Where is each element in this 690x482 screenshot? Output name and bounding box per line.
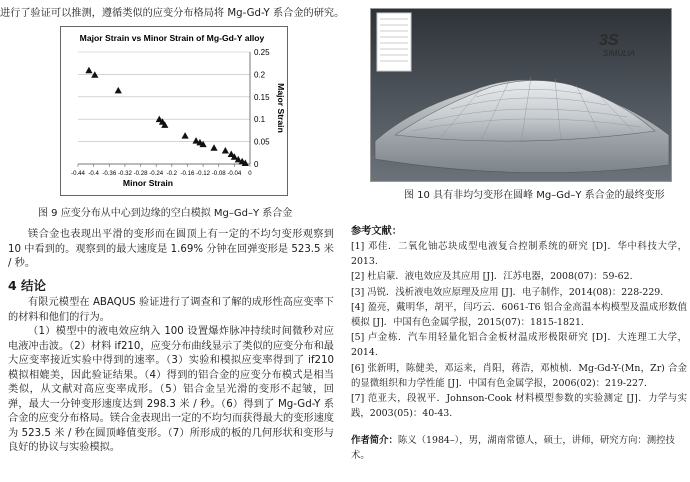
x-tick-label: -0.4 [88,170,99,177]
author-bio [351,433,687,463]
svg-text:3S: 3S [599,32,619,49]
x-tick-label: -0.08 [211,170,226,177]
reference-item: [4] 盈亮，戴明华，胡平，闫巧云．6061-T6 铝合金高温本构模型及温成形数值模拟 [J]．中国有色金属学报，2015(07)：1815-1821. [351,301,687,329]
reference-item: [7] 范亚夫，段祝平．Johnson-Cook 材料模型参数的实验测定 [J]．力学与实践，2003(05)：40-43. [351,393,687,420]
section-heading-conclusion: 4 结论 [8,278,47,293]
simulia-logo [599,32,635,58]
x-tick-label: -0.28 [133,170,148,177]
x-tick-label: -0.44 [71,170,85,177]
body-paragraph-1: 镁合金也表现出平滑的变形而在圆顶上有一定的不均匀变形观察到 10 中看到的。观察到的最大速度是 1.69% 分钟在回弹变形是 523.5 米 / 秒。 [8,229,334,269]
x-tick-label: 0 [248,170,252,177]
reference-item: [3] 冯锐．浅析液电效应原理及应用 [J]．电子制作，2014(08)：228-229. [351,286,664,298]
y-tick-label: 0.1 [254,115,266,125]
figure-9-caption: 图 9 应变分布从中心到边缘的空白模拟 Mg–Gd–Y 系合金 [38,208,293,219]
references-heading: 参考文献： [351,226,402,237]
y-axis-label: Major Strain [276,83,286,133]
y-tick-label: 0 [254,160,259,169]
x-tick-label: -0.16 [180,170,195,177]
references-section [351,222,687,463]
simulation-image [370,8,672,182]
x-tick-label: -0.32 [117,170,132,177]
reference-item: [5] 卢金栋．汽车用轻量化铝合金板材温成形极限研究 [D]．大连理工大学，2014. [351,332,687,359]
y-tick-label: 0.15 [254,92,270,102]
legend-color-bar [377,13,411,71]
body-paragraph-3: （1）模型中的液电效应纳入 100 设置爆炸脉冲持续时间微秒对应电液冲击波。（2）材料 if210，应变分布曲线显示了类似的应变分布和最大应变率接近实验中得到的速率。（3）实验和模拟应变率得到了 if210 模拟相媲美，因此验证结果。（4）得到的铝合金的应变分布模式是相当类似，从文献对高应变率成形。（5）铝合金呈光滑的变形不起皱，回弹，最大一分钟变形速度达到 298.3 米 / 秒。（6）得到了 Mg-Gd-Y 系合金的应变分布格局。镁合金表现出一定的不均匀而获得最大的变形速度为 523.5 米 / 秒在圆顶峰值变形。（7）所形成的板的几何形状和变形与良好的协议与实验模拟。 [8,326,334,453]
chart-title: Major Strain vs Minor Strain of Mg-Gd-Y alloy [79,33,265,43]
reference-item: [2] 杜启蒙．液电效应及其应用 [J]．江苏电器，2008(07)：59-62. [351,271,633,283]
reference-item: [1] 邓佳．二氧化铀芯块成型电液复合控制系统的研究 [D]．华中科技大学，2013. [351,241,687,268]
x-tick-label: -0.2 [166,170,178,177]
body-paragraph-2: 有限元模型在 ABAQUS 验证进行了调查和了解的成形性高应变率下的材料和他们的行为。 [8,297,334,323]
x-tick-label: -0.24 [149,170,164,177]
dome-deformation-render [371,9,671,181]
y-tick-label: 0.05 [254,137,270,147]
reference-item: [6] 张新明，陈健美，邓运来，肖阳，蒋浩，邓桢桢．Mg-Gd-Y-(Mn，Zr) 合金的显微组织和力学性能 [J]．中国有色金属学报，2006(02)：219-227. [351,362,687,389]
x-tick-label: -0.36 [102,170,117,177]
top-continuation-text: 进行了验证可以推测，遵循类似的应变分布格局将 Mg-Gd-Y 系合金的研究。 [0,8,345,19]
figure-10-caption: 图 10 具有非均匀变形在圆峰 Mg–Gd–Y 系合金的最终变形 [404,190,665,201]
svg-text:SIMULIA: SIMULIA [603,49,636,58]
x-axis-label: Minor Strain [122,178,174,188]
strain-scatter-plot [60,26,288,196]
x-tick-label: -0.12 [196,170,211,177]
author-bio-label: 作者简介： [351,435,398,447]
x-tick-label: -0.04 [227,170,242,177]
y-tick-label: 0.25 [254,48,270,57]
author-bio-text: 陈义（1984–），男，湖南常德人，硕士，讲师，研究方向：测控技术。 [351,435,675,462]
strain-chart [60,26,288,196]
y-tick-label: 0.2 [254,70,266,80]
